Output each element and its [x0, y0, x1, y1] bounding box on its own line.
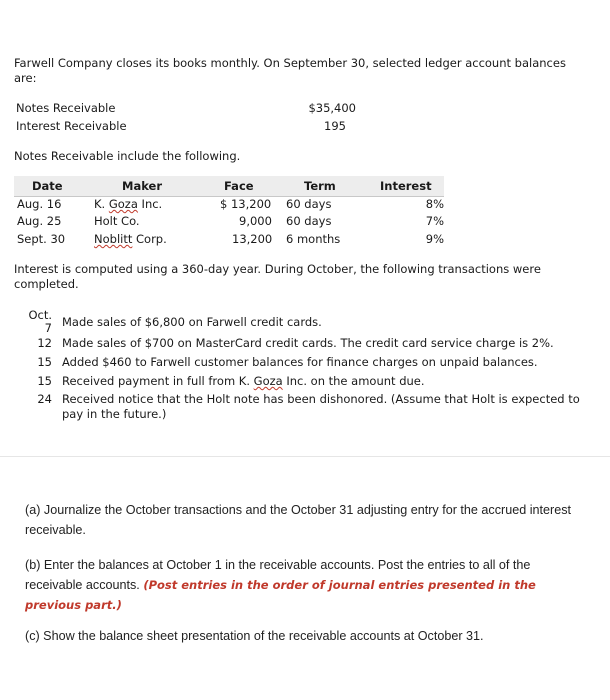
cell-face: 13,200 — [232, 232, 273, 246]
question-a: (a) Journalize the October transactions and the October 31 adjusting entry for the accrued interest receivable. — [25, 503, 572, 537]
header-face: Face — [224, 179, 254, 193]
header-interest: Interest — [380, 179, 432, 193]
notes-intro: Notes Receivable include the following. — [14, 149, 241, 163]
tx-date-day: 7 — [44, 321, 52, 335]
interest-note: Interest is computed using a 360-day year. During October, the following transactions were completed. — [14, 262, 541, 291]
tx-text: Received notice that the Holt note has been dishonored. (Assume that Holt is expected to pay in the future.) — [62, 392, 580, 421]
cell-date: Aug. 16 — [17, 197, 62, 211]
tx-text: Received payment in full from K. Goza Inc. on the amount due. — [62, 374, 425, 388]
balance-label: Interest Receivable — [16, 119, 127, 133]
question-b-note: (Post entries in the order of journal entries presented in the previous part.) — [25, 578, 536, 612]
header-date: Date — [32, 179, 63, 193]
header-term: Term — [304, 179, 336, 193]
header-maker: Maker — [122, 179, 163, 193]
section-divider — [0, 456, 610, 457]
cell-maker: Holt Co. — [94, 214, 140, 228]
cell-term: 60 days — [286, 197, 332, 211]
balance-value: $35,400 — [308, 101, 356, 115]
cell-maker: Noblitt Corp. — [94, 232, 167, 246]
tx-text: Added $460 to Farwell customer balances for finance charges on unpaid balances. — [62, 355, 538, 369]
tx-date-month: Oct. — [28, 308, 52, 322]
misspelled-name: Noblitt — [94, 232, 133, 246]
balance-label: Notes Receivable — [16, 101, 116, 115]
tx-date: 15 — [37, 374, 52, 388]
cell-face: 9,000 — [239, 214, 272, 228]
cell-maker: K. Goza Inc. — [94, 197, 163, 211]
question-c: (c) Show the balance sheet presentation of the receivable accounts at October 31. — [25, 629, 484, 643]
intro-text: Farwell Company closes its books monthly. On September 30, selected ledger account balances are: — [14, 56, 566, 85]
cell-interest: 9% — [425, 232, 444, 246]
tx-date: 24 — [37, 392, 52, 406]
cell-interest: 8% — [425, 197, 444, 211]
misspelled-name: Goza — [253, 374, 283, 388]
cell-date: Sept. 30 — [17, 232, 66, 246]
tx-text: Made sales of $6,800 on Farwell credit cards. — [62, 315, 322, 329]
table-row — [14, 232, 444, 248]
tx-date: 12 — [37, 336, 52, 350]
table-row — [14, 197, 444, 213]
question-b: (b) Enter the balances at October 1 in the receivable accounts. Post the entries to all of the receivable accounts. (Post entries in the order of journal entries presented in the previous part.) — [25, 558, 536, 612]
cell-date: Aug. 25 — [17, 214, 62, 228]
cell-term: 6 months — [286, 232, 341, 246]
table-row — [14, 214, 444, 230]
cell-face: $ 13,200 — [220, 197, 272, 211]
tx-date: 15 — [37, 355, 52, 369]
balance-value: 195 — [324, 119, 346, 133]
tx-text: Made sales of $700 on MasterCard credit cards. The credit card service charge is 2%. — [62, 336, 554, 350]
misspelled-name: Goza — [108, 197, 138, 211]
cell-interest: 7% — [425, 214, 444, 228]
table-header — [14, 176, 444, 197]
cell-term: 60 days — [286, 214, 332, 228]
